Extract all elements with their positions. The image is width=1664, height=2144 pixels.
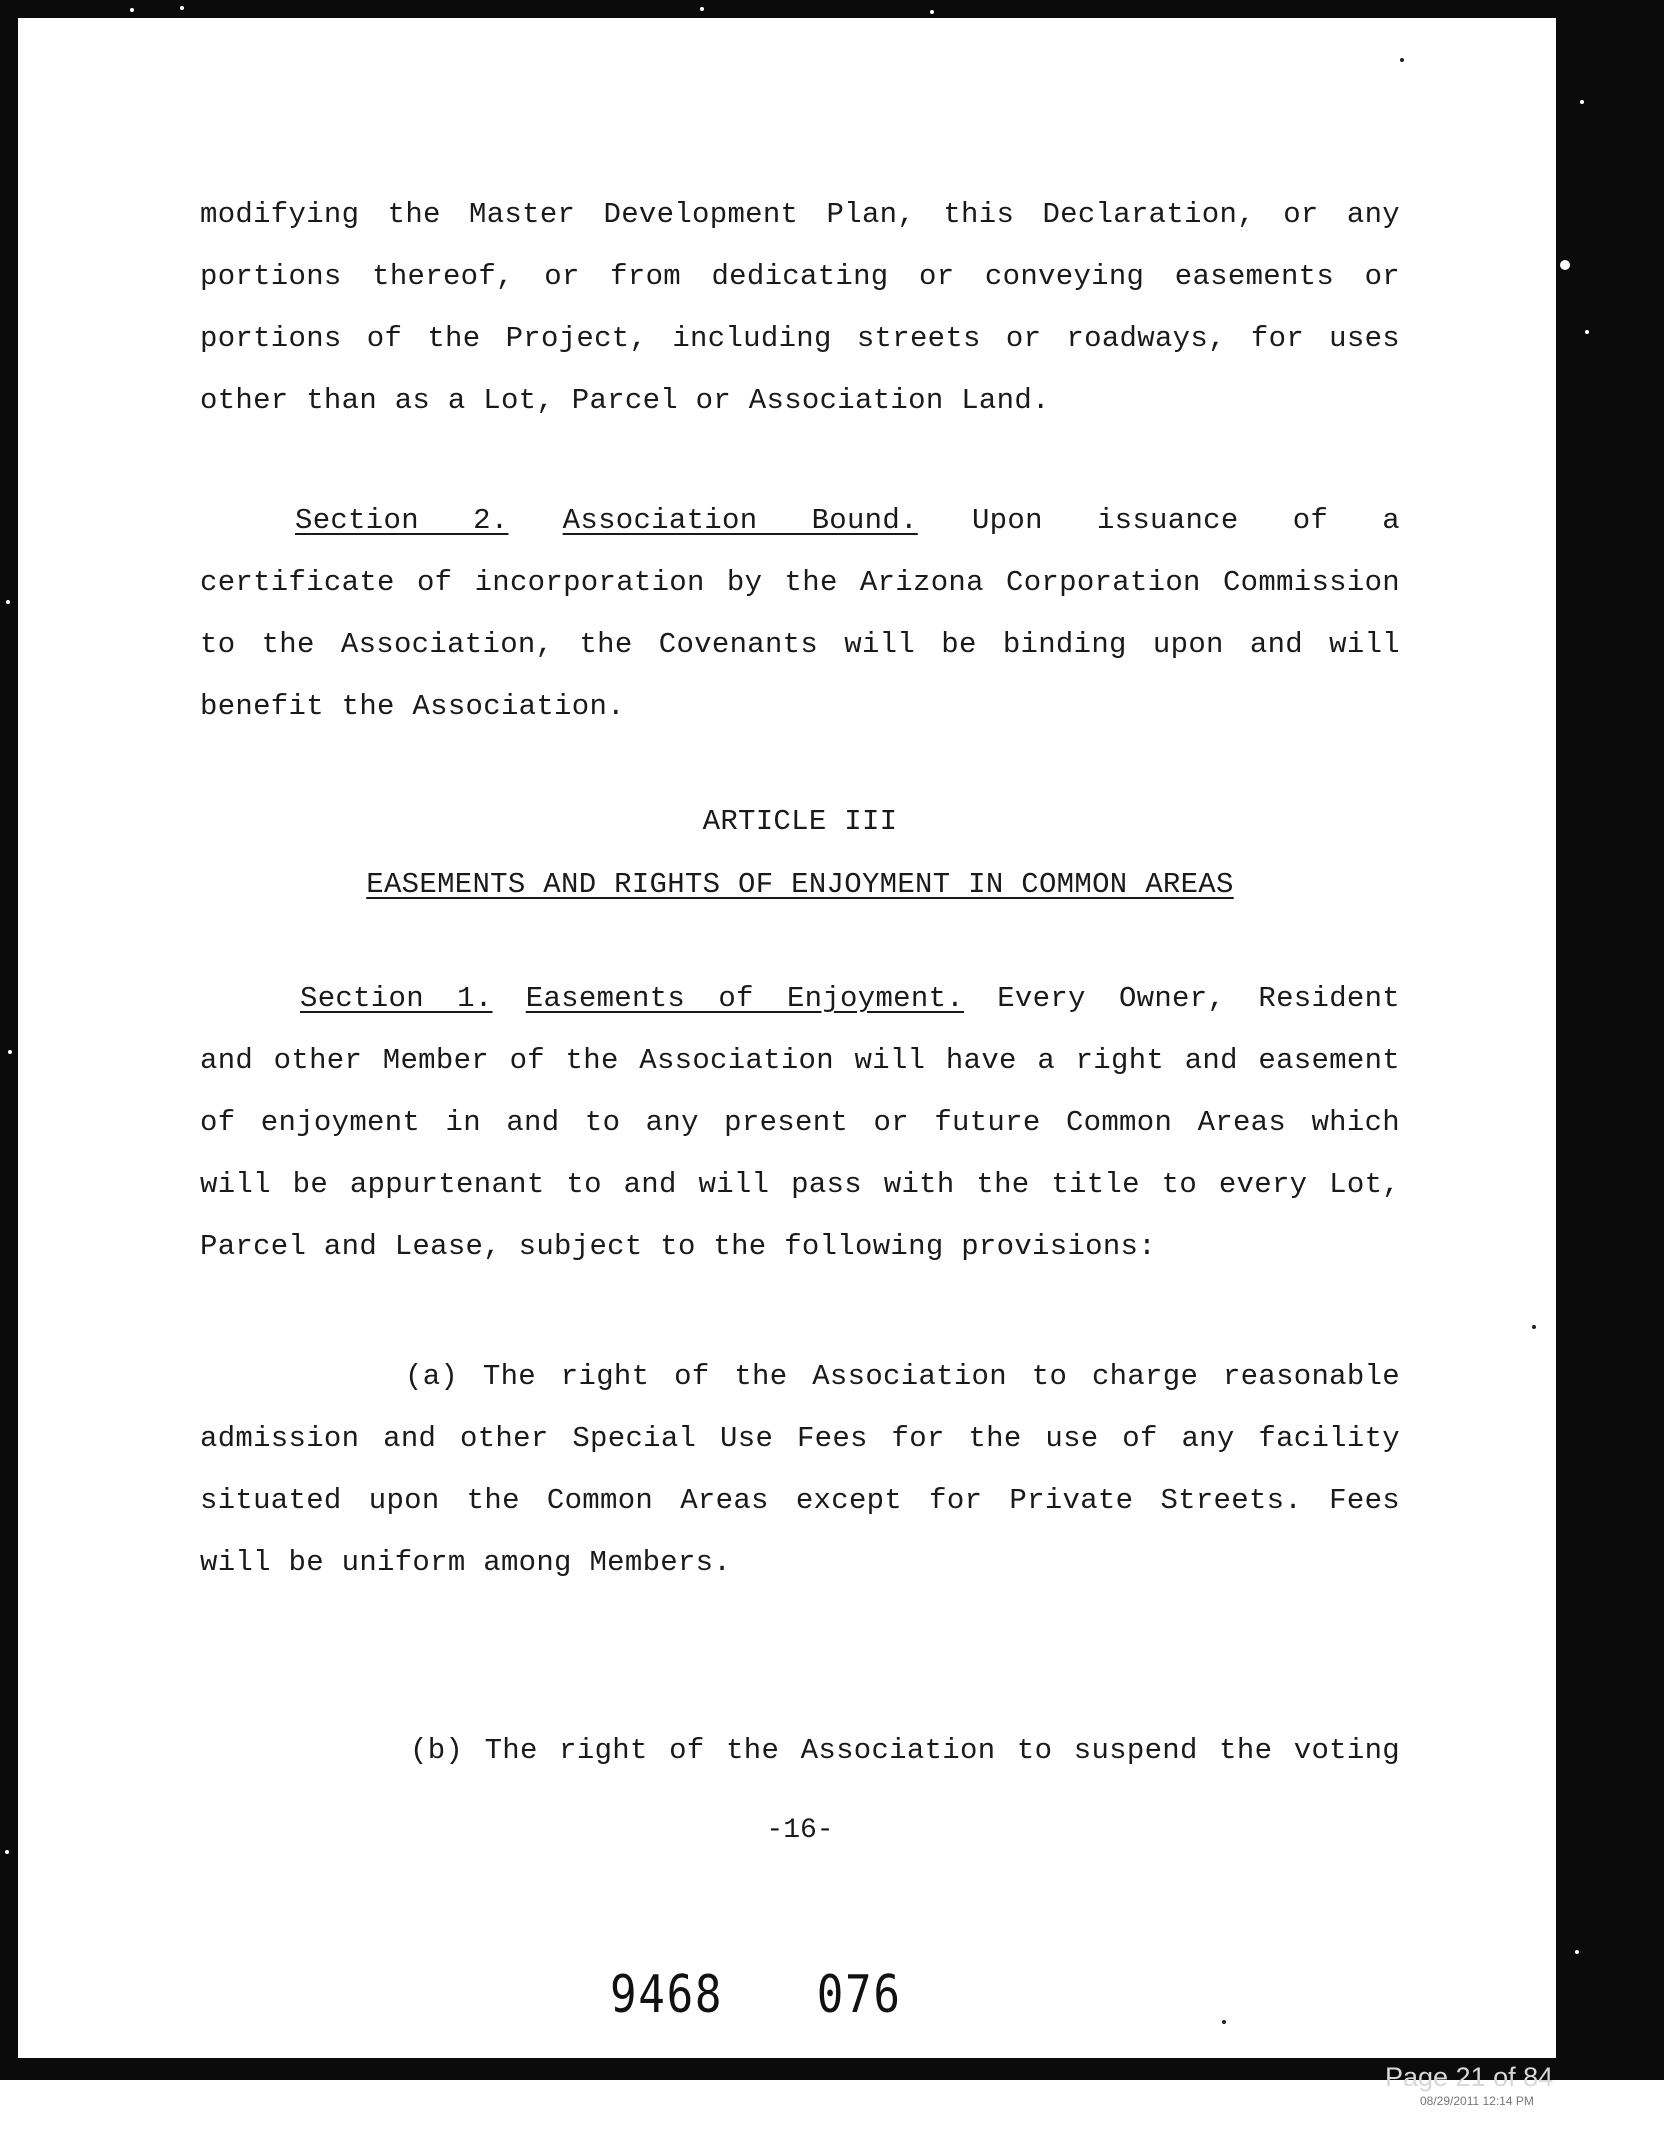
article-number: ARTICLE III: [702, 805, 898, 838]
text-line: portions thereof, or from dedicating or conveying easements or: [200, 260, 1400, 293]
scan-speck: [930, 10, 934, 14]
scan-speck: [1575, 1950, 1579, 1954]
text-line: of enjoyment in and to any present or future Common Areas which: [200, 1106, 1400, 1139]
section-1-title: Easements of Enjoyment.: [525, 982, 964, 1015]
text-line: portions of the Project, including streets or roadways, for uses: [200, 322, 1400, 355]
text-line: The right of the Association to charge reasonable: [482, 1360, 1400, 1393]
article-title: EASEMENTS AND RIGHTS OF ENJOYMENT IN COMMON AREAS: [366, 868, 1234, 901]
page-count-stamp: Page 21 of 84: [1385, 2062, 1554, 2092]
text-line: Every Owner, Resident: [997, 982, 1401, 1015]
scan-speck: [1560, 260, 1570, 270]
scan-speck: [1585, 330, 1589, 334]
scan-speck: [180, 6, 184, 10]
text-line: certificate of incorporation by the Arizona Corporation Commission: [200, 566, 1400, 599]
text-line: Upon issuance of a: [971, 504, 1401, 537]
provision-b-label: (b): [410, 1734, 464, 1767]
provision-b-first-line: [200, 1720, 1400, 1782]
text-line: and other Member of the Association will have a right and easement: [200, 1044, 1400, 1077]
section-2-first-line: [200, 490, 1400, 552]
provision-a: [200, 1346, 1400, 1594]
scan-speck: [1532, 1325, 1536, 1329]
section-2-title: Association Bound.: [562, 504, 918, 537]
scan-speck: [1222, 2020, 1226, 2024]
scan-border-right: [1556, 0, 1664, 2080]
recording-number: [610, 1965, 902, 2025]
provision-b: [200, 1720, 1400, 1782]
stamp-date: 08/29/2011 12:14 PM: [1420, 2094, 1534, 2108]
text-line: modifying the Master Development Plan, this Declaration, or any: [200, 198, 1400, 231]
scan-speck: [1400, 58, 1404, 62]
text-line: situated upon the Common Areas except for Private Streets. Fees: [200, 1484, 1400, 1517]
page-number: -16-: [766, 1815, 834, 1846]
text-line: benefit the Association.: [200, 690, 625, 723]
section-1-label: Section 1.: [300, 982, 493, 1015]
scan-speck: [700, 7, 704, 11]
recording-book: 9468: [610, 1965, 724, 2025]
scan-border-bottom: [0, 2058, 1600, 2080]
section-1-paragraph: [200, 968, 1400, 1278]
text-line: to the Association, the Covenants will be binding upon and will: [200, 628, 1400, 661]
text-line: will be appurtenant to and will pass with the title to every Lot,: [200, 1168, 1400, 1201]
recording-page: 076: [816, 1965, 902, 2025]
scan-speck: [1580, 100, 1584, 104]
text-line: admission and other Special Use Fees for the use of any facility: [200, 1422, 1400, 1455]
text-line: other than as a Lot, Parcel or Association Land.: [200, 384, 1050, 417]
scan-speck: [5, 1850, 9, 1854]
scan-border-top: [0, 0, 1664, 18]
scan-border-left: [0, 0, 18, 2080]
paragraph-intro: [200, 184, 1400, 432]
text-line: The right of the Association to suspend the voting: [484, 1734, 1400, 1767]
scan-speck: [6, 600, 10, 604]
scan-speck: [130, 8, 134, 12]
scan-speck: [8, 1050, 12, 1054]
provision-a-label: (a): [405, 1360, 459, 1393]
section-1-first-line: [200, 968, 1400, 1030]
text-line: will be uniform among Members.: [200, 1546, 732, 1579]
text-line: Parcel and Lease, subject to the following provisions:: [200, 1230, 1156, 1263]
provision-a-first-line: [200, 1346, 1400, 1408]
section-2-label: Section 2.: [295, 504, 509, 537]
section-2-paragraph: [200, 490, 1400, 738]
